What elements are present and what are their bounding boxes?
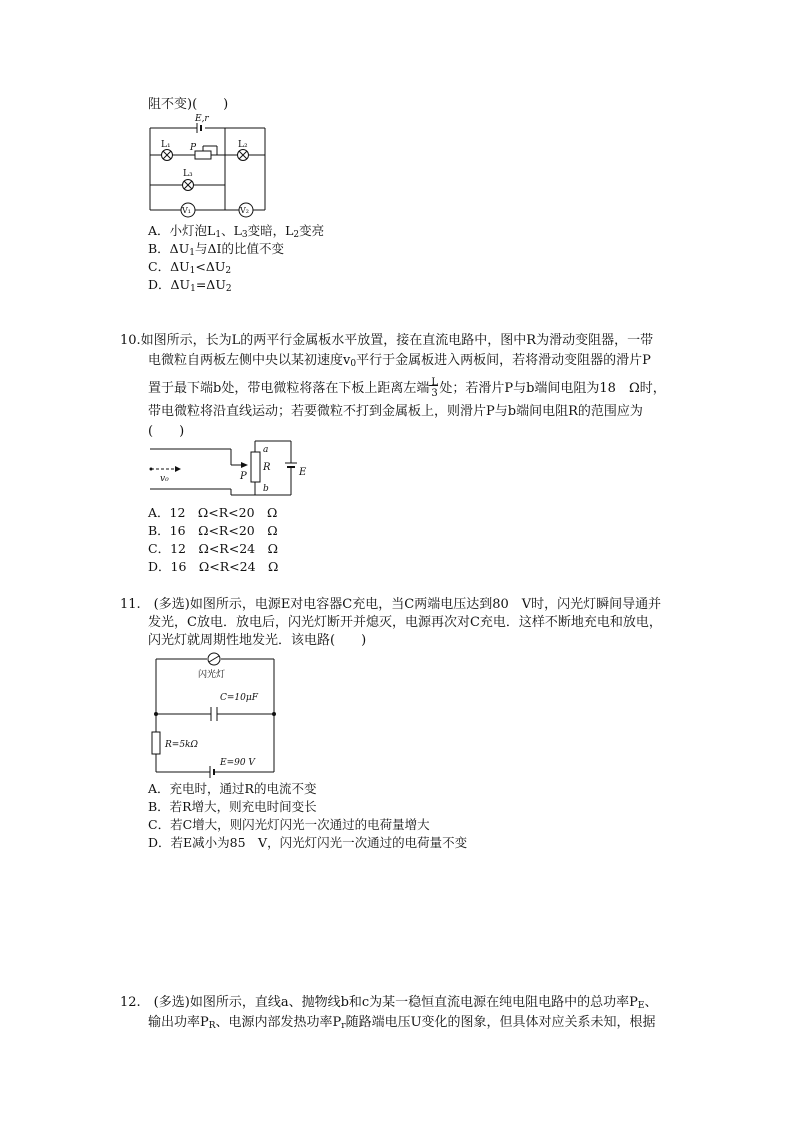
q10-label-e: E xyxy=(299,467,307,478)
q10-option-c: C．12 Ω<R<24 Ω xyxy=(148,541,278,556)
q11-option-b: B．若R增大，则充电时间变长 xyxy=(148,799,317,814)
q10-option-d: D．16 Ω<R<24 Ω xyxy=(148,559,279,574)
q11-option-a: A．充电时，通过R的电流不变 xyxy=(148,781,317,796)
q11-label-lamp: 闪光灯 xyxy=(198,670,226,680)
fraction-l-over-3: L 3 xyxy=(431,377,438,399)
q10-circuit-diagram xyxy=(145,437,315,505)
q10-label-b: b xyxy=(263,484,269,494)
q9-label-v2: V₂ xyxy=(240,206,249,215)
q9-circuit-diagram xyxy=(145,114,275,220)
q9-option-c: C．$\Delta U_1<\Delta U_2$ xyxy=(148,259,232,276)
q10-stem-line-3: 置于最下端b处，带电微粒将落在下板上距离左端 L 3 处；若滑片P与b端间电阻为18 Ω时， xyxy=(148,377,666,399)
q9-option-d: D．$\Delta U_1=\Delta U_2$ xyxy=(148,277,232,294)
q11-label-e: E=90 V xyxy=(220,758,255,768)
q10-stem-line-2: 电微粒自两板左侧中央以某初速度$v_0$平行于金属板进入两板间，若将滑动变阻器的滑片P xyxy=(148,353,651,369)
q10-option-b: B．16 Ω<R<20 Ω xyxy=(148,523,278,538)
q11-option-c: C．若C增大，则闪光灯闪光一次通过的电荷量增大 xyxy=(148,817,430,832)
q10-label-v0: v₀ xyxy=(160,474,169,484)
q10-option-a: A．12 Ω<R<20 Ω xyxy=(148,505,278,520)
q11-label-r: R=5kΩ xyxy=(165,740,198,750)
q9-label-p: P xyxy=(190,143,197,153)
q10-label-a: a xyxy=(263,445,269,455)
q11-option-d: D．若E减小为85 V，闪光灯闪光一次通过的电荷量不变 xyxy=(148,835,468,850)
q9-label-er: E,r xyxy=(195,114,209,124)
q11-stem-line-1: 11. (多选)如图所示，电源E对电容器C充电，当C两端电压达到80 V时，闪光灯瞬间导通并 xyxy=(120,597,662,612)
q11-stem-line-2: 发光，C放电．放电后，闪光灯断开并熄灭，电源再次对C充电．这样不断地充电和放电， xyxy=(148,615,662,630)
q12-stem-line-1: 12. (多选)如图所示，直线a、抛物线b和c为某一稳恒直流电源在纯电阻电路中的总功率$P_E$、 xyxy=(120,995,658,1011)
q11-label-c: C=10μF xyxy=(220,693,258,703)
q12-stem-line-2: 输出功率$P_R$、电源内部发热功率$P_r$随路端电压U变化的图象，但具体对应关系未知，根据 xyxy=(148,1015,656,1031)
q10-stem-line-1: 10.如图所示，长为L的两平行金属板水平放置，接在直流电路中，图中R为滑动变阻器，一带 xyxy=(120,333,654,348)
q9-label-l2: L₂ xyxy=(238,140,248,150)
q10-label-p: P xyxy=(240,471,247,482)
q9-option-a: A．小灯泡$L_1$、$L_3$变暗，$L_2$变亮 xyxy=(148,223,325,240)
q9-stem-tail: 阻不变)( ) xyxy=(148,97,229,112)
q9-label-l3: L₃ xyxy=(183,169,193,179)
q10-stem-line-5: ( ) xyxy=(148,424,185,439)
q11-stem-line-3: 闪光灯就周期性地发光．该电路( ) xyxy=(148,633,367,648)
q10-label-r: R xyxy=(263,462,271,473)
q9-label-l1: L₁ xyxy=(161,140,171,150)
q10-stem-line-4: 带电微粒将沿直线运动；若要微粒不打到金属板上，则滑片P与b端间电阻R的范围应为 xyxy=(148,404,643,419)
q9-option-b: B．$\Delta U_1$与ΔI的比值不变 xyxy=(148,241,284,258)
q11-circuit-diagram xyxy=(150,650,280,778)
q9-label-v1: V₁ xyxy=(182,206,191,215)
